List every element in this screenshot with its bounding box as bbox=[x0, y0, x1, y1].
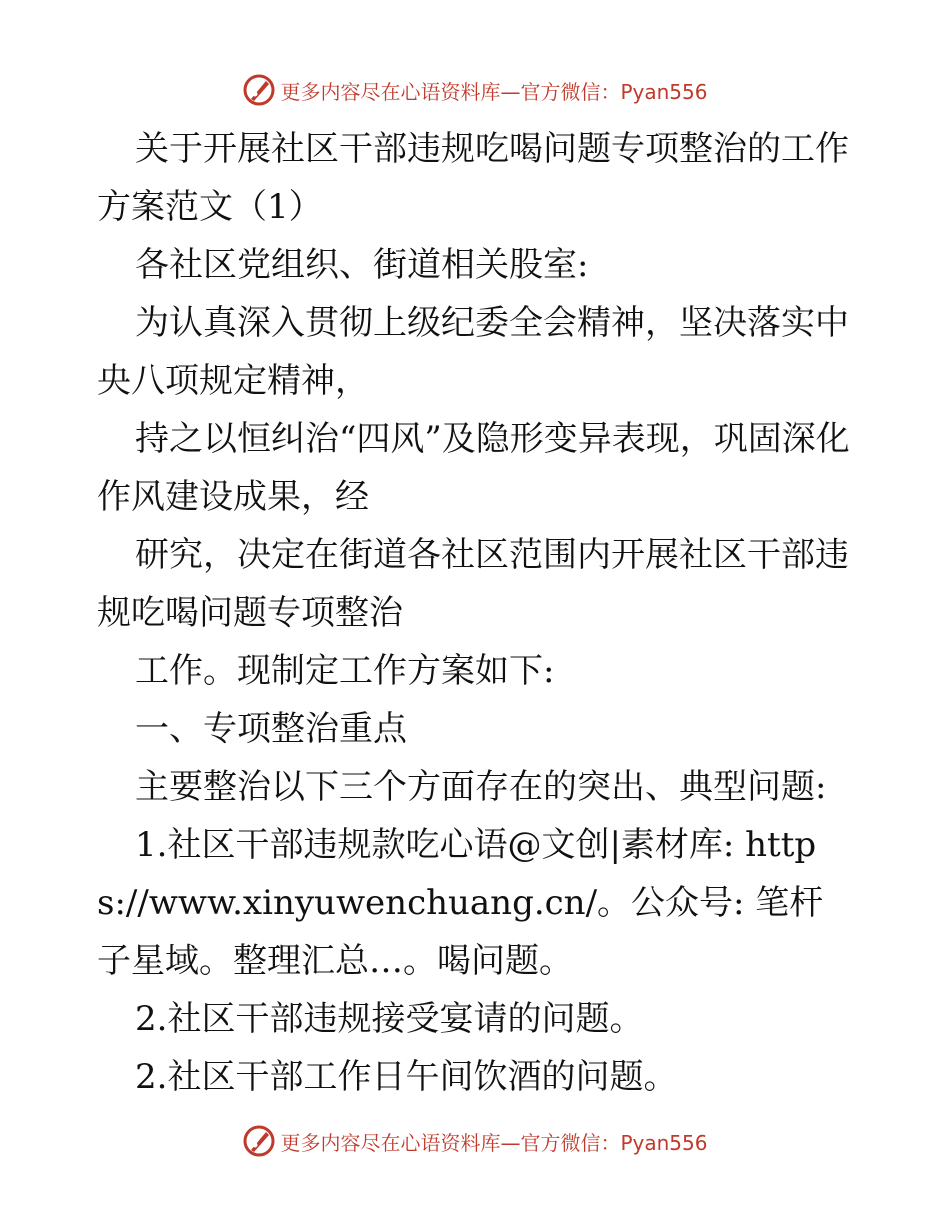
paragraph: 为认真深入贯彻上级纪委全会精神，坚决落实中央八项规定精神， bbox=[97, 303, 849, 401]
list-item: 2.社区干部工作日午间饮酒的问题。 bbox=[135, 1057, 678, 1097]
list-item: 2.社区干部违规接受宴请的问题。 bbox=[135, 999, 644, 1039]
document-title: 关于开展社区干部违规吃喝问题专项整治的工作方案范文（1） bbox=[97, 129, 849, 227]
salutation: 各社区党组织、街道相关股室: bbox=[135, 245, 589, 285]
quill-logo-icon bbox=[242, 1124, 276, 1158]
section-heading: 一、专项整治重点 bbox=[135, 709, 407, 749]
header-banner-text: 更多内容尽在心语资料库—官方微信：Pyan556 bbox=[280, 79, 708, 104]
footer-banner bbox=[0, 1124, 950, 1158]
paragraph: 主要整治以下三个方面存在的突出、典型问题: bbox=[135, 767, 827, 807]
quill-logo-icon bbox=[242, 73, 276, 107]
footer-banner-text: 更多内容尽在心语资料库—官方微信：Pyan556 bbox=[280, 1130, 708, 1155]
paragraph: 工作。现制定工作方案如下: bbox=[135, 651, 555, 691]
header-banner bbox=[0, 73, 950, 107]
paragraph: 持之以恒纠治“四风”及隐形变异表现，巩固深化作风建设成果，经 bbox=[97, 419, 850, 517]
document-body bbox=[97, 120, 857, 1106]
list-item: 1.社区干部违规款吃心语@文创|素材库: https://www.xinyuwenchuang.cn/。公众号: 笔杆子星域。整理汇总…。喝问题。 bbox=[97, 825, 824, 981]
paragraph: 研究，决定在街道各社区范围内开展社区干部违规吃喝问题专项整治 bbox=[97, 535, 849, 633]
